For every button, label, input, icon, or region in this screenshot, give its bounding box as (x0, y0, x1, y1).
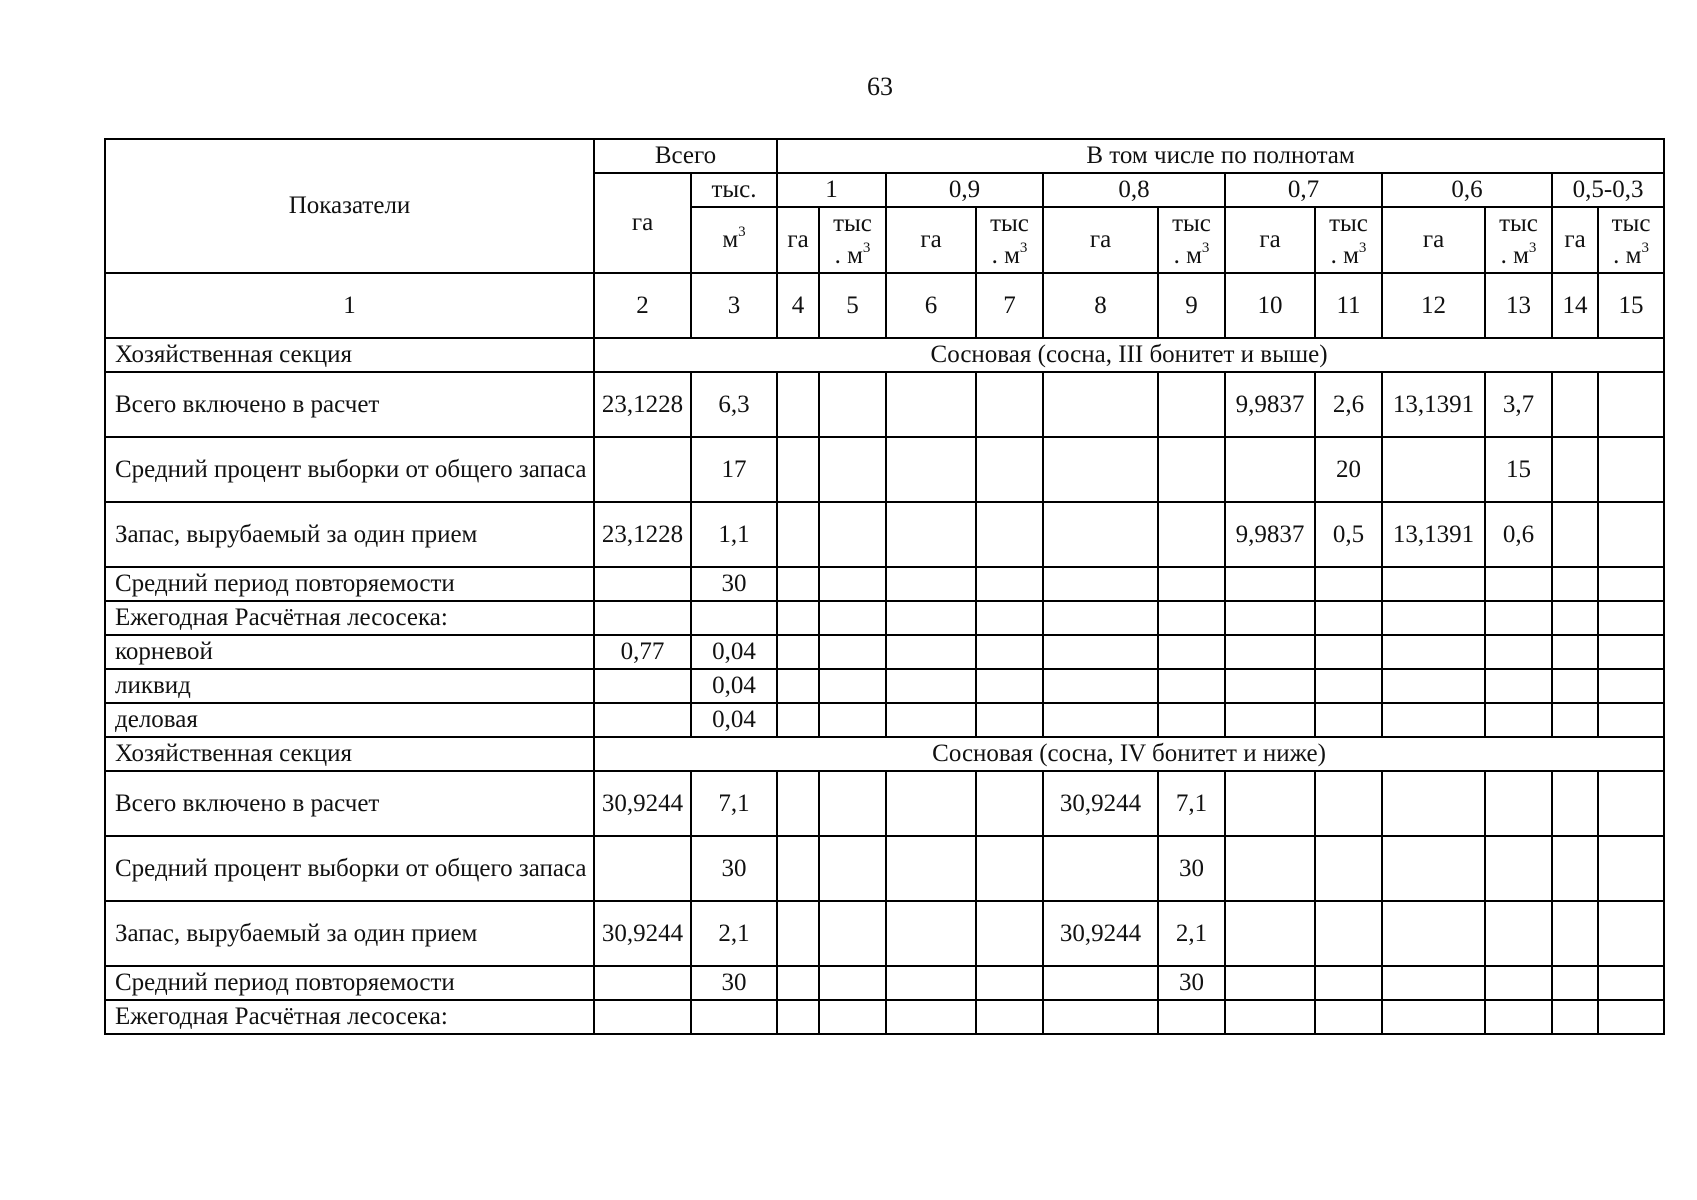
table-cell (1225, 635, 1315, 669)
table-cell (976, 669, 1043, 703)
table-cell: 30 (691, 836, 777, 901)
table-cell (777, 601, 819, 635)
section-label: Хозяйственная секция (105, 338, 594, 372)
table-cell (594, 966, 691, 1000)
table-cell (1043, 966, 1158, 1000)
table-cell (1158, 1000, 1225, 1034)
column-number: 1 (105, 273, 594, 338)
table-cell (1225, 669, 1315, 703)
table-cell (976, 635, 1043, 669)
table-cell (1485, 1000, 1552, 1034)
unit-ha: га (1043, 207, 1158, 273)
table-cell (1598, 901, 1664, 966)
table-cell: 30,9244 (1043, 771, 1158, 836)
header-total: Всего (594, 139, 777, 173)
unit-ha: га (777, 207, 819, 273)
table-cell: 3,7 (1485, 372, 1552, 437)
column-number: 4 (777, 273, 819, 338)
table-cell (1485, 703, 1552, 737)
unit-ha: га (886, 207, 976, 273)
table-cell (976, 771, 1043, 836)
row-label: деловая (105, 703, 594, 737)
table-cell: 2,1 (691, 901, 777, 966)
table-cell (691, 601, 777, 635)
table-cell (976, 901, 1043, 966)
table-cell: 20 (1315, 437, 1382, 502)
table-cell (1485, 966, 1552, 1000)
table-cell (1598, 567, 1664, 601)
table-cell (1485, 635, 1552, 669)
page-number: 63 (867, 72, 893, 101)
column-number: 12 (1382, 273, 1485, 338)
table-cell (1552, 567, 1598, 601)
table-cell (777, 966, 819, 1000)
table-cell (1598, 966, 1664, 1000)
table-cell (1158, 703, 1225, 737)
table-cell (1598, 1000, 1664, 1034)
table-cell: 1,1 (691, 502, 777, 567)
table-cell (1485, 601, 1552, 635)
density-group: 0,7 (1225, 173, 1382, 207)
table-cell (1382, 635, 1485, 669)
table-cell (886, 601, 976, 635)
table-cell (1552, 836, 1598, 901)
table-cell (886, 567, 976, 601)
table-cell: 30 (1158, 836, 1225, 901)
table-cell (1382, 1000, 1485, 1034)
table-cell (886, 771, 976, 836)
table-cell: 0,04 (691, 669, 777, 703)
table-cell (1485, 836, 1552, 901)
row-label: Всего включено в расчет (105, 372, 594, 437)
table-cell (594, 703, 691, 737)
table-cell (1315, 771, 1382, 836)
table-cell (691, 1000, 777, 1034)
table-row (105, 567, 1664, 601)
table-cell (1598, 703, 1664, 737)
table-cell (1158, 669, 1225, 703)
table-cell: 0,04 (691, 635, 777, 669)
table-cell (1158, 372, 1225, 437)
table-cell (1315, 703, 1382, 737)
header-by-density: В том числе по полнотам (777, 139, 1664, 173)
section-label: Хозяйственная секция (105, 737, 594, 771)
row-label: ликвид (105, 669, 594, 703)
table-cell (1225, 437, 1315, 502)
table-cell (819, 502, 886, 567)
table-cell (819, 669, 886, 703)
table-cell (594, 836, 691, 901)
table-cell: 30,9244 (594, 771, 691, 836)
table-cell (1315, 901, 1382, 966)
table-cell: 30,9244 (594, 901, 691, 966)
table-cell: 13,1391 (1382, 372, 1485, 437)
table-row (105, 771, 1664, 836)
table-cell (1598, 601, 1664, 635)
table-cell (1225, 966, 1315, 1000)
table-cell: 0,6 (1485, 502, 1552, 567)
unit-thous-m3: тыс . $м^3$ (976, 207, 1043, 273)
table-cell (1485, 771, 1552, 836)
table-cell (1598, 771, 1664, 836)
table-cell (1043, 703, 1158, 737)
table-cell (976, 966, 1043, 1000)
table-cell (1552, 437, 1598, 502)
table-cell (1225, 567, 1315, 601)
table-cell (1382, 669, 1485, 703)
table-cell (976, 836, 1043, 901)
table-cell (819, 635, 886, 669)
unit-ha: га (1382, 207, 1485, 273)
table-cell: 7,1 (1158, 771, 1225, 836)
table-cell (819, 771, 886, 836)
column-number: 7 (976, 273, 1043, 338)
table-row (105, 901, 1664, 966)
table-cell (1315, 669, 1382, 703)
table-cell (1158, 502, 1225, 567)
table-cell (1598, 635, 1664, 669)
table-cell (1382, 901, 1485, 966)
table-cell (886, 901, 976, 966)
table-cell (886, 635, 976, 669)
section-name: Сосновая (сосна, III бонитет и выше) (594, 338, 1664, 372)
table-cell (594, 567, 691, 601)
table-cell (1382, 771, 1485, 836)
table-cell (594, 437, 691, 502)
table-cell (1315, 966, 1382, 1000)
row-label: Запас, вырубаемый за один прием (105, 901, 594, 966)
table-cell (777, 901, 819, 966)
table-cell (777, 567, 819, 601)
table-cell (1315, 1000, 1382, 1034)
density-group: 0,8 (1043, 173, 1225, 207)
unit-ha: га (1225, 207, 1315, 273)
column-number: 11 (1315, 273, 1382, 338)
table-cell (1382, 567, 1485, 601)
table-cell (1043, 635, 1158, 669)
row-label: Средний период повторяемости (105, 567, 594, 601)
table-cell (976, 567, 1043, 601)
table-cell: 0,77 (594, 635, 691, 669)
table-cell (886, 836, 976, 901)
density-group: 1 (777, 173, 886, 207)
table-cell (886, 1000, 976, 1034)
table-cell (594, 669, 691, 703)
table-cell (886, 966, 976, 1000)
header-total-ha: га (594, 173, 691, 273)
table-cell (1485, 901, 1552, 966)
table-cell (819, 966, 886, 1000)
table-cell (1382, 437, 1485, 502)
table-cell: 2,1 (1158, 901, 1225, 966)
table-cell (1552, 635, 1598, 669)
table-row (105, 372, 1664, 437)
table-cell: 0,04 (691, 703, 777, 737)
table-cell (819, 901, 886, 966)
table-cell (1598, 437, 1664, 502)
table-cell (1552, 703, 1598, 737)
table-cell (1552, 901, 1598, 966)
column-number: 3 (691, 273, 777, 338)
table-cell (777, 1000, 819, 1034)
table-cell: 30 (1158, 966, 1225, 1000)
table-cell: 30 (691, 567, 777, 601)
table-cell (819, 703, 886, 737)
table-cell (819, 437, 886, 502)
table-cell (1315, 836, 1382, 901)
table-cell (1158, 437, 1225, 502)
forest-cutting-table (104, 138, 1665, 1035)
table-cell (1158, 601, 1225, 635)
table-cell (777, 771, 819, 836)
table-cell (886, 703, 976, 737)
unit-thous-m3: тыс . $м^3$ (1315, 207, 1382, 273)
table-cell (886, 669, 976, 703)
table-cell (1552, 502, 1598, 567)
table-cell (1382, 703, 1485, 737)
table-cell (976, 372, 1043, 437)
table-cell (1552, 372, 1598, 437)
table-cell (777, 635, 819, 669)
table-cell: 23,1228 (594, 372, 691, 437)
table-row (105, 1000, 1664, 1034)
column-number: 9 (1158, 273, 1225, 338)
table-cell (1315, 635, 1382, 669)
table-cell (777, 437, 819, 502)
density-group: 0,5-0,3 (1552, 173, 1664, 207)
table-cell (1552, 771, 1598, 836)
table-cell (1485, 669, 1552, 703)
unit-thous-m3: тыс . $м^3$ (819, 207, 886, 273)
table-cell (976, 1000, 1043, 1034)
column-number: 8 (1043, 273, 1158, 338)
header-total-thous: тыс. (691, 173, 777, 207)
table-cell (1382, 836, 1485, 901)
density-group: 0,9 (886, 173, 1043, 207)
table-cell (1315, 567, 1382, 601)
table-cell: 9,9837 (1225, 502, 1315, 567)
table-cell (594, 1000, 691, 1034)
table-row (105, 966, 1664, 1000)
column-number: 5 (819, 273, 886, 338)
table-row (105, 635, 1664, 669)
column-number: 10 (1225, 273, 1315, 338)
table-cell (777, 502, 819, 567)
table-cell: 13,1391 (1382, 502, 1485, 567)
table-cell (1043, 669, 1158, 703)
table-cell (1043, 836, 1158, 901)
table-row (105, 437, 1664, 502)
row-label: корневой (105, 635, 594, 669)
table-cell (819, 601, 886, 635)
table-row (105, 502, 1664, 567)
table-cell (886, 437, 976, 502)
density-group: 0,6 (1382, 173, 1552, 207)
table-cell (594, 601, 691, 635)
unit-ha: га (1552, 207, 1598, 273)
row-label: Ежегодная Расчётная лесосека: (105, 1000, 594, 1034)
header-total-m3: $м^3$ (691, 207, 777, 273)
table-cell: 0,5 (1315, 502, 1382, 567)
table-cell (1598, 836, 1664, 901)
column-number: 14 (1552, 273, 1598, 338)
table-cell (819, 567, 886, 601)
table-row (105, 669, 1664, 703)
table-cell (1043, 1000, 1158, 1034)
row-label: Запас, вырубаемый за один прием (105, 502, 594, 567)
table-cell (777, 836, 819, 901)
table-row (105, 836, 1664, 901)
row-label: Средний процент выборки от общего запаса (105, 437, 594, 502)
column-number: 13 (1485, 273, 1552, 338)
table-cell (1552, 669, 1598, 703)
table-cell (819, 372, 886, 437)
table-cell (1552, 1000, 1598, 1034)
column-number: 15 (1598, 273, 1664, 338)
table-cell (777, 372, 819, 437)
table-cell: 9,9837 (1225, 372, 1315, 437)
table-cell (1043, 567, 1158, 601)
table-cell (1315, 601, 1382, 635)
unit-thous-m3: тыс . $м^3$ (1485, 207, 1552, 273)
table-cell (1382, 966, 1485, 1000)
table-cell (819, 836, 886, 901)
section-header-row (105, 338, 1664, 372)
table-cell (1225, 703, 1315, 737)
section-header-row (105, 737, 1664, 771)
table-cell (1552, 966, 1598, 1000)
row-label: Всего включено в расчет (105, 771, 594, 836)
row-label: Ежегодная Расчётная лесосека: (105, 601, 594, 635)
table-cell: 6,3 (691, 372, 777, 437)
table-row (105, 601, 1664, 635)
table-cell (1552, 601, 1598, 635)
table-cell: 30 (691, 966, 777, 1000)
table-cell: 2,6 (1315, 372, 1382, 437)
table-cell (1043, 502, 1158, 567)
table-cell (1225, 771, 1315, 836)
table-cell (1598, 669, 1664, 703)
table-cell (976, 703, 1043, 737)
table-cell (1225, 601, 1315, 635)
table-cell: 17 (691, 437, 777, 502)
table-cell (1158, 567, 1225, 601)
table-cell (1225, 1000, 1315, 1034)
table-cell (1043, 372, 1158, 437)
section-name: Сосновая (сосна, IV бонитет и ниже) (594, 737, 1664, 771)
table-cell (1043, 437, 1158, 502)
table-cell (1485, 567, 1552, 601)
table-cell: 7,1 (691, 771, 777, 836)
table-cell (1225, 836, 1315, 901)
table-cell (777, 669, 819, 703)
table-cell: 23,1228 (594, 502, 691, 567)
table-cell (976, 601, 1043, 635)
table-row (105, 703, 1664, 737)
table-cell (1043, 601, 1158, 635)
unit-thous-m3: тыс . $м^3$ (1598, 207, 1664, 273)
table-cell (1598, 372, 1664, 437)
table-cell (1598, 502, 1664, 567)
table-cell (777, 703, 819, 737)
table-cell (1158, 635, 1225, 669)
table-cell (1382, 601, 1485, 635)
table-cell (886, 502, 976, 567)
table-cell (976, 437, 1043, 502)
column-number: 6 (886, 273, 976, 338)
header-indicators: Показатели (105, 139, 594, 273)
table-cell (886, 372, 976, 437)
unit-thous-m3: тыс . $м^3$ (1158, 207, 1225, 273)
column-number: 2 (594, 273, 691, 338)
table-cell (976, 502, 1043, 567)
table-cell (1225, 901, 1315, 966)
table-cell (819, 1000, 886, 1034)
table-cell: 30,9244 (1043, 901, 1158, 966)
row-label: Средний период повторяемости (105, 966, 594, 1000)
table-cell: 15 (1485, 437, 1552, 502)
row-label: Средний процент выборки от общего запаса (105, 836, 594, 901)
